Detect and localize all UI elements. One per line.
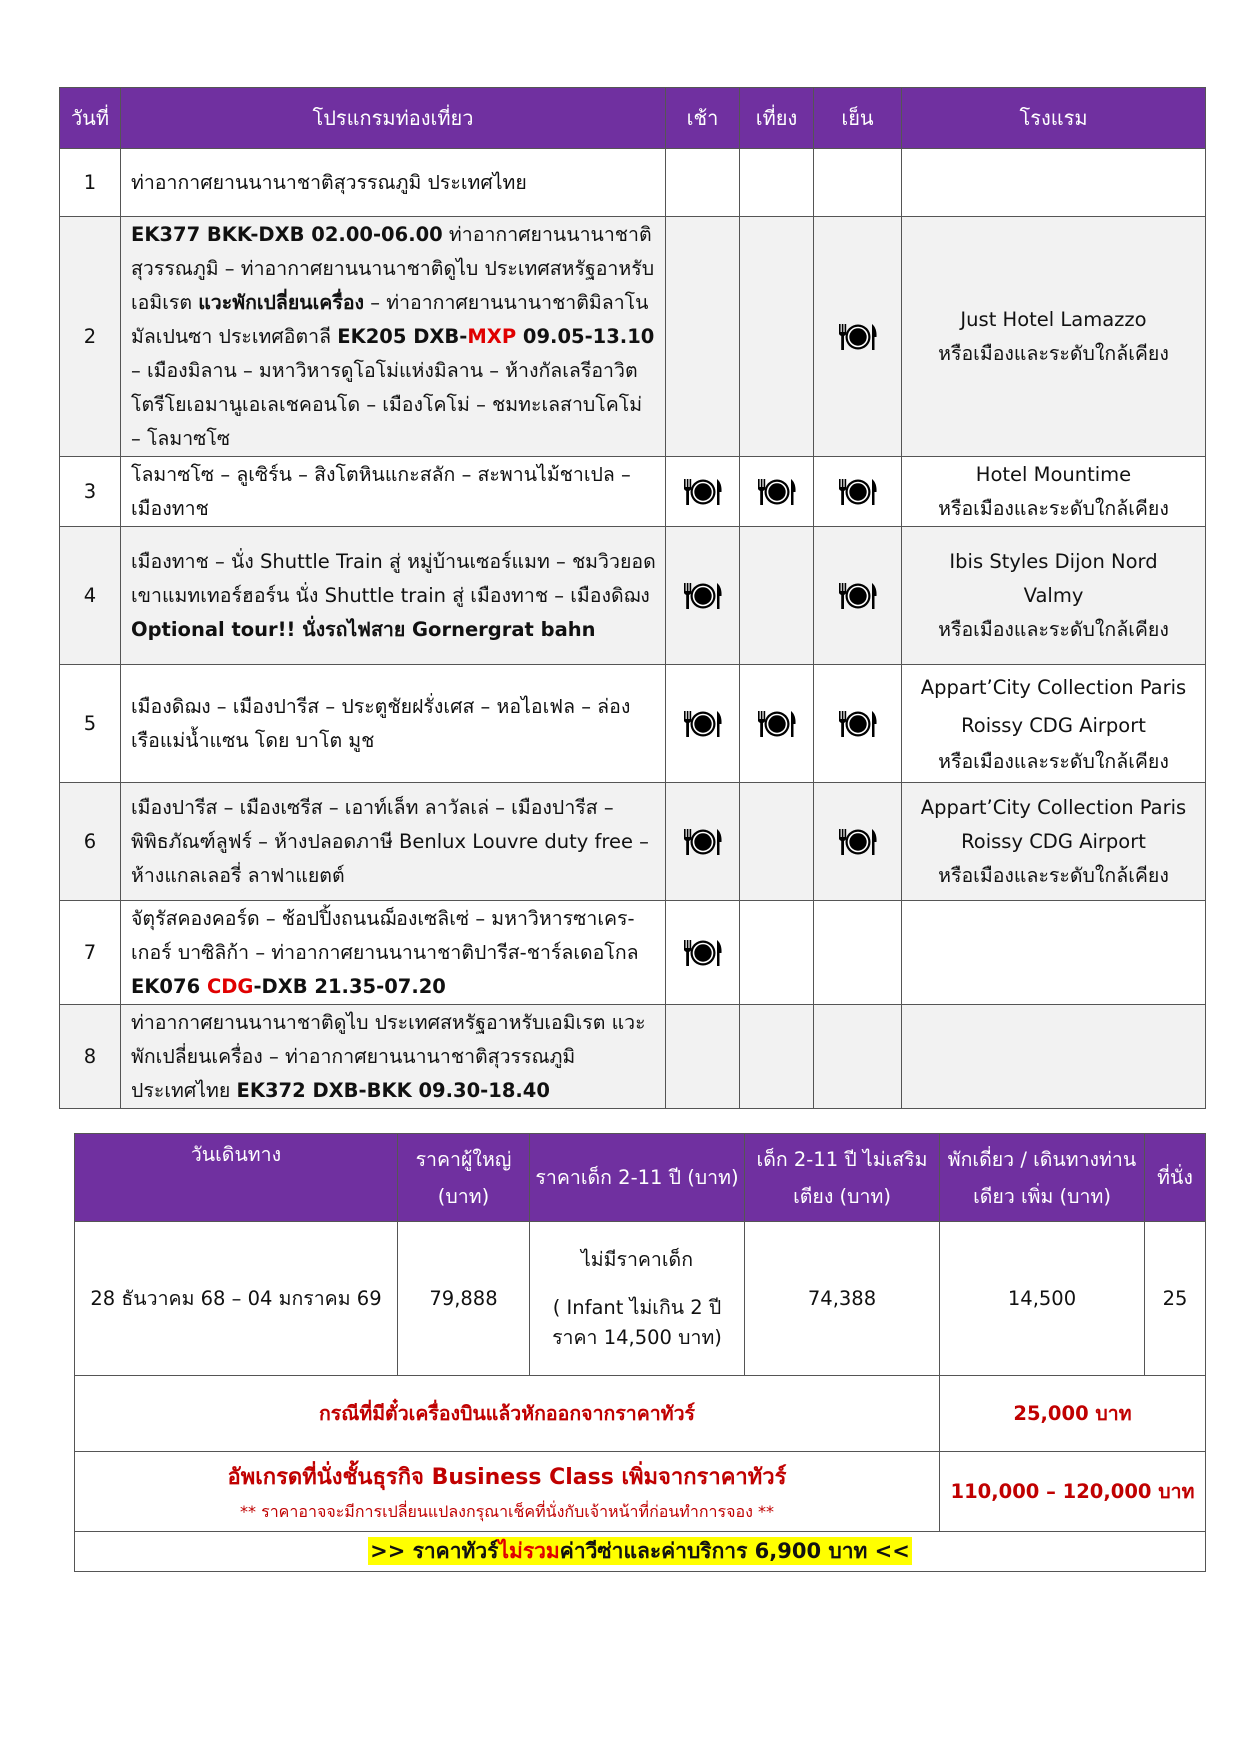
program-text xyxy=(121,901,666,1005)
child-price-cell xyxy=(530,1222,745,1376)
header-adult-price: ราคาผู้ใหญ่ (บาท) xyxy=(398,1134,530,1222)
meal-icon xyxy=(836,480,880,503)
day-number: 6 xyxy=(60,783,121,901)
lunch-cell xyxy=(740,1005,814,1109)
day-number: 7 xyxy=(60,901,121,1005)
day-number: 3 xyxy=(60,457,121,527)
meal-icon xyxy=(681,941,725,964)
day-number: 5 xyxy=(60,665,121,783)
breakfast-cell xyxy=(666,783,740,901)
plate-fork-knife-icon xyxy=(836,476,880,508)
meal-icon xyxy=(836,830,880,853)
breakfast-cell xyxy=(666,1005,740,1109)
hotel-cell xyxy=(902,1005,1206,1109)
dinner-cell xyxy=(814,527,902,665)
plate-fork-knife-icon xyxy=(681,937,725,969)
lunch-cell xyxy=(740,783,814,901)
lunch-cell xyxy=(740,665,814,783)
breakfast-cell xyxy=(666,457,740,527)
hotel-cell xyxy=(902,457,1206,527)
hotel-cell xyxy=(902,217,1206,457)
dinner-cell xyxy=(814,217,902,457)
itinerary-row xyxy=(60,527,1206,665)
header-lunch: เที่ยง xyxy=(740,88,814,149)
single-supplement: 14,500 xyxy=(940,1222,1145,1376)
hotel-cell xyxy=(902,527,1206,665)
meal-icon xyxy=(836,712,880,735)
header-single-supplement: พักเดี่ยว / เดินทางท่านเดียว เพิ่ม (บาท) xyxy=(940,1134,1145,1222)
itinerary-row xyxy=(60,457,1206,527)
visa-note-cell xyxy=(75,1532,1206,1572)
program-text: เมืองปารีส – เมืองเซรีส – เอาท์เล็ท ลาวัลเล่ – เมืองปารีส – พิพิธภัณฑ์ลูฟร์ – ห้างปลอดภาษี Benlux Louvre duty free – ห้างแกลเลอรี่ ลาฟาแยตต์ xyxy=(121,783,666,901)
day-number: 1 xyxy=(60,149,121,217)
lunch-cell xyxy=(740,217,814,457)
itinerary-row xyxy=(60,901,1206,1005)
plate-fork-knife-icon xyxy=(755,708,799,740)
ticket-deduct-value: 25,000 บาท xyxy=(940,1376,1206,1452)
optional-tour: Optional tour!! นั่งรถไฟสาย Gornergrat bahn xyxy=(131,617,596,641)
plate-fork-knife-icon xyxy=(681,476,725,508)
program-segment: ท่าอากาศยานนานาชาติสุวรรณภูมิ – ท่าอากาศยานนานาชาติดูไบ ประเทศสหรัฐอาหรับเอมิเรต xyxy=(131,222,655,314)
program-text xyxy=(121,527,666,665)
header-dinner: เย็น xyxy=(814,88,902,149)
flight-code: EK205 DXB- xyxy=(337,324,468,348)
meal-icon xyxy=(836,325,880,348)
hotel-cell xyxy=(902,665,1206,783)
header-seats: ที่นั่ง xyxy=(1145,1134,1206,1222)
lunch-cell xyxy=(740,901,814,1005)
plate-fork-knife-icon xyxy=(836,321,880,353)
dinner-cell xyxy=(814,1005,902,1109)
breakfast-cell xyxy=(666,527,740,665)
business-upgrade-cell xyxy=(75,1452,940,1532)
hotel-note: หรือเมืองและระดับใกล้เคียง xyxy=(938,341,1169,365)
program-segment: เมืองทาช – นั่ง Shuttle Train สู่ หมู่บ้านเซอร์แมท – ชมวิวยอดเขาแมทเทอร์ฮอร์น นั่ง Shuttle train สู่ เมืองทาช – เมืองดิฌง xyxy=(131,549,656,607)
lunch-cell xyxy=(740,527,814,665)
program-segment: จัตุรัสคองคอร์ด – ช้อปปิ้งถนนฌ็องเซลิเซ่ – มหาวิหารซาเคร-เกอร์ บาซิลิก้า – ท่าอากาศยานนานาชาติปารีส-ชาร์ลเดอโกล xyxy=(131,906,639,964)
hotel-name: Just Hotel Lamazzo xyxy=(960,307,1147,331)
hotel-note: หรือเมืองและระดับใกล้เคียง xyxy=(938,496,1169,520)
child-nobed-price: 74,388 xyxy=(745,1222,940,1376)
dinner-cell xyxy=(814,149,902,217)
hotel-cell xyxy=(902,149,1206,217)
lunch-cell xyxy=(740,149,814,217)
meal-icon xyxy=(681,480,725,503)
breakfast-cell xyxy=(666,901,740,1005)
dinner-cell xyxy=(814,665,902,783)
business-upgrade-note: ** ราคาอาจจะมีการเปลี่ยนแปลงกรุณาเช็คที่นั่งกับเจ้าหน้าที่ก่อนทำการจอง ** xyxy=(240,1501,774,1521)
plate-fork-knife-icon xyxy=(755,476,799,508)
breakfast-cell xyxy=(666,665,740,783)
hotel-name: Appart’City Collection Paris Roissy CDG Airport xyxy=(920,795,1187,853)
infant-price-note: ( Infant ไม่เกิน 2 ปี ราคา 14,500 บาท) xyxy=(552,1295,722,1349)
itinerary-row xyxy=(60,783,1206,901)
program-segment: ท่าอากาศยานนานาชาติดูไบ ประเทศสหรัฐอาหรับเอมิเรต แวะพักเปลี่ยนเครื่อง – ท่าอากาศยานนานาชาติสุวรรณภูมิ ประเทศไทย xyxy=(131,1010,646,1102)
dinner-cell xyxy=(814,783,902,901)
transit-note: แวะพักเปลี่ยนเครื่อง xyxy=(198,290,365,314)
hotel-name: Ibis Styles Dijon Nord Valmy xyxy=(949,549,1158,607)
header-breakfast: เช้า xyxy=(666,88,740,149)
meal-icon xyxy=(755,480,799,503)
plate-fork-knife-icon xyxy=(836,708,880,740)
business-upgrade-row xyxy=(75,1452,1206,1532)
visa-note xyxy=(368,1537,912,1565)
flight-code-airport: CDG xyxy=(206,974,254,998)
meal-icon xyxy=(681,584,725,607)
flight-code-airport: MXP xyxy=(467,324,517,348)
plate-fork-knife-icon xyxy=(681,708,725,740)
meal-icon xyxy=(681,712,725,735)
itinerary-header-row xyxy=(60,88,1206,149)
business-upgrade-label: อัพเกรดที่นั่งชั้นธุรกิจ Business Class เพิ่มจากราคาทัวร์ xyxy=(227,1464,787,1490)
header-program: โปรแกรมท่องเที่ยว xyxy=(121,88,666,149)
hotel-cell xyxy=(902,783,1206,901)
ticket-deduct-row xyxy=(75,1376,1206,1452)
travel-date: 28 ธันวาคม 68 – 04 มกราคม 69 xyxy=(75,1222,398,1376)
pricing-row xyxy=(75,1222,1206,1376)
itinerary-row xyxy=(60,1005,1206,1109)
program-text xyxy=(121,1005,666,1109)
flight-time: 09.05-13.10 xyxy=(516,324,655,348)
visa-note-excluded: ไม่รวม xyxy=(498,1539,560,1563)
hotel-cell xyxy=(902,901,1206,1005)
plate-fork-knife-icon xyxy=(836,826,880,858)
pricing-table xyxy=(74,1133,1206,1572)
itinerary-row xyxy=(60,217,1206,457)
visa-note-prefix: >> ราคาทัวร์ xyxy=(370,1539,499,1563)
hotel-note: หรือเมืองและระดับใกล้เคียง xyxy=(938,617,1169,641)
flight-time: -DXB 21.35-07.20 xyxy=(253,974,446,998)
itinerary-table xyxy=(59,87,1206,1109)
header-day: วันที่ xyxy=(60,88,121,149)
meal-icon xyxy=(836,584,880,607)
meal-icon xyxy=(681,830,725,853)
visa-note-suffix: ค่าวีซ่าและค่าบริการ 6,900 บาท << xyxy=(559,1539,910,1563)
day-number: 2 xyxy=(60,217,121,457)
pricing-header-row xyxy=(75,1134,1206,1222)
lunch-cell xyxy=(740,457,814,527)
ticket-deduct-label: กรณีที่มีตั๋วเครื่องบินแล้วหักออกจากราคาทัวร์ xyxy=(75,1376,940,1452)
plate-fork-knife-icon xyxy=(681,826,725,858)
plate-fork-knife-icon xyxy=(836,580,880,612)
program-text: โลมาซโซ – ลูเซิร์น – สิงโตหินแกะสลัก – สะพานไม้ชาเปล – เมืองทาช xyxy=(121,457,666,527)
itinerary-row xyxy=(60,665,1206,783)
header-travel-date: วันเดินทาง xyxy=(75,1134,398,1222)
flight-code: EK377 BKK-DXB 02.00-06.00 xyxy=(131,222,443,246)
meal-icon xyxy=(755,712,799,735)
visa-note-row xyxy=(75,1532,1206,1572)
header-hotel: โรงแรม xyxy=(902,88,1206,149)
dinner-cell xyxy=(814,901,902,1005)
adult-price: 79,888 xyxy=(398,1222,530,1376)
child-price: ไม่มีราคาเด็ก xyxy=(580,1247,694,1271)
breakfast-cell xyxy=(666,217,740,457)
hotel-name: Appart’City Collection Paris Roissy CDG Airport xyxy=(920,675,1187,737)
program-text: ท่าอากาศยานนานาชาติสุวรรณภูมิ ประเทศไทย xyxy=(121,149,666,217)
program-text xyxy=(121,217,666,457)
program-segment: – ท่าอากาศยานนานาชาติมิลาโนมัลเปนซา ประเทศอิตาลี xyxy=(131,290,649,348)
hotel-name: Hotel Mountime xyxy=(975,462,1132,486)
flight-code: EK076 xyxy=(131,974,207,998)
hotel-note: หรือเมืองและระดับใกล้เคียง xyxy=(938,863,1169,887)
plate-fork-knife-icon xyxy=(681,580,725,612)
header-child-price: ราคาเด็ก 2-11 ปี (บาท) xyxy=(530,1134,745,1222)
header-child-nobed-price: เด็ก 2-11 ปี ไม่เสริมเตียง (บาท) xyxy=(745,1134,940,1222)
seats-count: 25 xyxy=(1145,1222,1206,1376)
day-number: 4 xyxy=(60,527,121,665)
hotel-note: หรือเมืองและระดับใกล้เคียง xyxy=(938,749,1169,773)
program-text: เมืองดิฌง – เมืองปารีส – ประตูชัยฝรั่งเศส – หอไอเฟล – ล่องเรือแม่น้ำแซน โดย บาโต มูช xyxy=(121,665,666,783)
itinerary-row xyxy=(60,149,1206,217)
breakfast-cell xyxy=(666,149,740,217)
dinner-cell xyxy=(814,457,902,527)
flight-code: EK372 DXB-BKK 09.30-18.40 xyxy=(236,1078,550,1102)
day-number: 8 xyxy=(60,1005,121,1109)
business-upgrade-value: 110,000 – 120,000 บาท xyxy=(940,1452,1206,1532)
program-segment: – เมืองมิลาน – มหาวิหารดูโอโม่แห่งมิลาน – ห้างกัลเลรีอาวิตโตรีโยเอมานูเอเลเชคอนโด – เมืองโคโม่ – ชมทะเลสาบโคโม่ – โลมาซโซ xyxy=(131,358,643,450)
